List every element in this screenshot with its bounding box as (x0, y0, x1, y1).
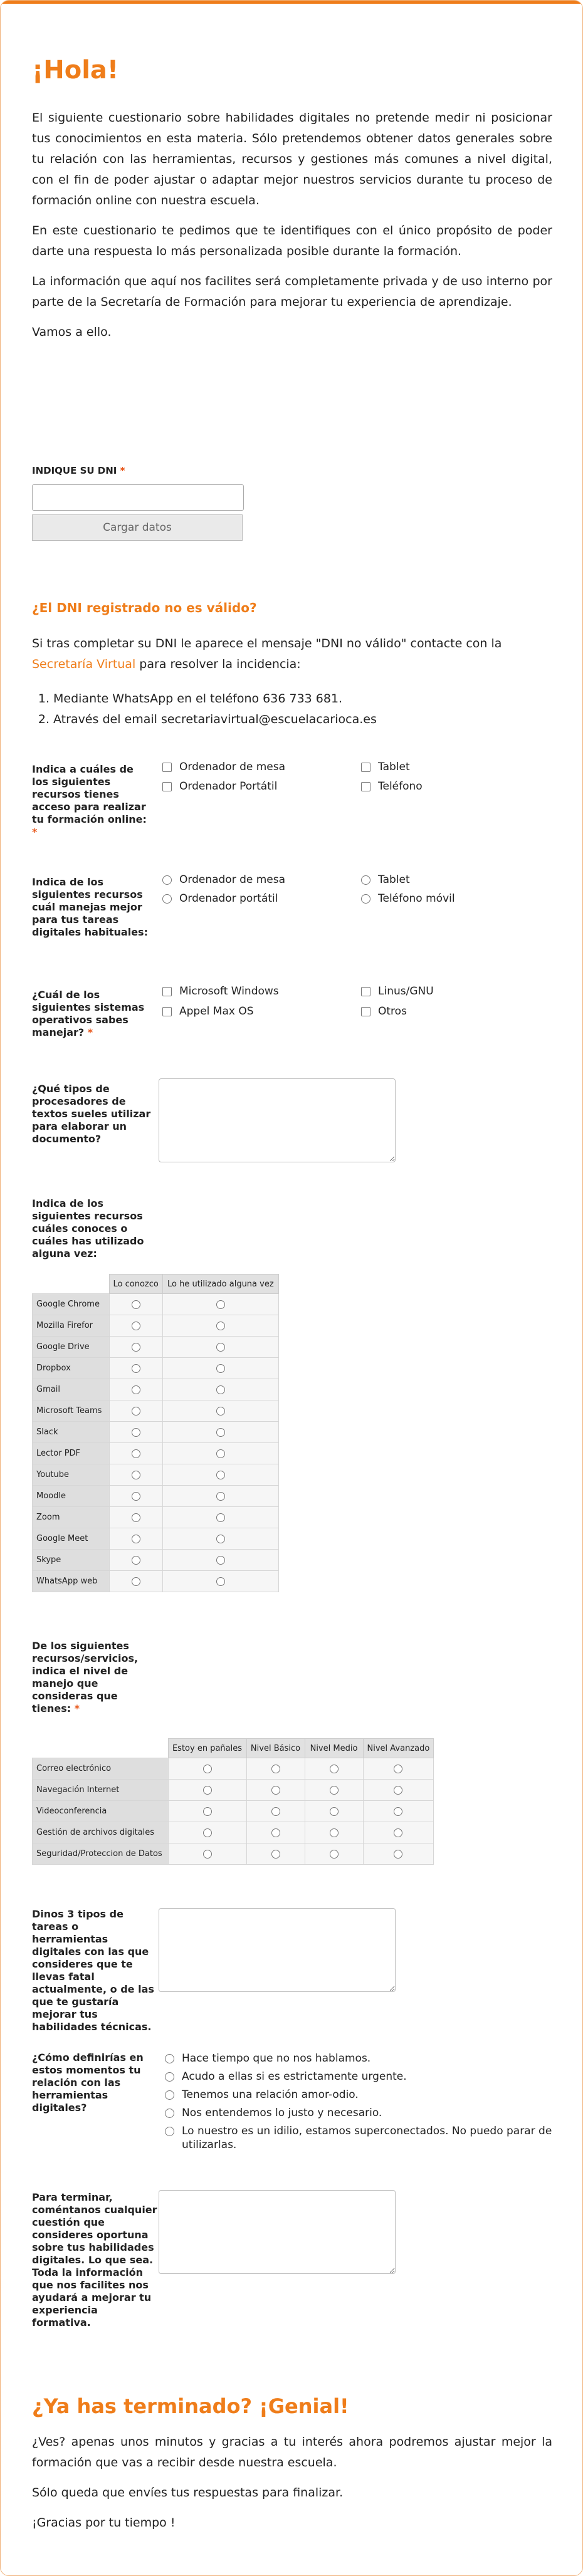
grid-radio[interactable] (394, 1850, 402, 1859)
intro-paragraph-3: La información que aquí nos facilites será completamente privada y de uso interno por parte de la Secretaría de Formación para mejorar tu experiencia de aprendizaje. (32, 274, 552, 309)
grid-cell (168, 1843, 246, 1865)
grid-row-label: Seguridad/Proteccion de Datos (33, 1843, 169, 1865)
grid-cell (246, 1801, 305, 1822)
dni-help-text-before: Si tras completar su DNI le aparece el mensaje "DNI no válido" contacte con la (32, 637, 502, 650)
grid-radio[interactable] (216, 1556, 225, 1565)
q1-option[interactable] (162, 760, 285, 774)
q2-option[interactable] (361, 873, 410, 887)
radio[interactable] (361, 875, 370, 885)
grid-row-label: Gestión de archivos digitales (33, 1822, 169, 1843)
grid-radio[interactable] (216, 1577, 225, 1586)
option-label: Teléfono móvil (378, 892, 455, 905)
q1-label (32, 763, 152, 838)
outro-paragraph-3: ¡Gracias por tu tiempo ! (32, 2516, 176, 2530)
grid-row (33, 1780, 434, 1801)
outro-section (32, 2432, 552, 2533)
grid-cell (162, 1443, 278, 1464)
radio[interactable] (165, 2054, 174, 2063)
option-label: Otros (378, 1005, 407, 1018)
q5-label: Indica de los siguientes recursos cuáles conoces o cuáles has utilizado alguna vez: (32, 1197, 144, 1259)
q3-label (32, 989, 152, 1039)
grid-cell (109, 1422, 162, 1443)
top-accent-bar (1, 1, 582, 4)
load-data-button[interactable]: Cargar datos (32, 514, 243, 541)
q2-option[interactable] (162, 892, 278, 905)
dni-help-text (32, 634, 552, 675)
option-label: Appel Max OS (179, 1005, 254, 1018)
grid-cell (168, 1801, 246, 1822)
q8-option[interactable] (165, 2052, 370, 2065)
grid-radio[interactable] (132, 1577, 140, 1586)
grid-cell (162, 1550, 278, 1571)
grid-cell (162, 1315, 278, 1337)
grid-cell (363, 1801, 434, 1822)
grid-row (33, 1400, 279, 1422)
option-label: Ordenador de mesa (179, 761, 286, 773)
grid-radio[interactable] (216, 1343, 225, 1352)
grid-cell (246, 1780, 305, 1801)
dni-help-title: ¿El DNI registrado no es válido? (32, 600, 257, 615)
grid-row (33, 1379, 279, 1400)
grid-cell (109, 1528, 162, 1550)
grid-row-label: Google Meet (33, 1528, 110, 1550)
q6-label-text: De los siguientes recursos/servicios, indica el nivel de manejo que consideras que tienes: (32, 1640, 139, 1714)
grid-row-label: Google Drive (33, 1337, 110, 1358)
q5-grid (32, 1274, 279, 1592)
option-label: Teléfono (378, 780, 423, 793)
radio[interactable] (162, 875, 172, 885)
grid-cell (109, 1571, 162, 1592)
q9-textarea[interactable] (159, 2190, 396, 2274)
grid-radio[interactable] (132, 1407, 140, 1416)
required-mark: * (32, 826, 38, 838)
grid-column-header: Nivel Medio (305, 1739, 363, 1758)
grid-column-header: Nivel Avanzado (363, 1739, 434, 1758)
q3-label-text: ¿Cuál de los siguientes sistemas operativos sabes manejar? (32, 989, 145, 1038)
grid-cell (162, 1337, 278, 1358)
checkbox[interactable] (162, 763, 172, 772)
grid-radio[interactable] (216, 1428, 225, 1437)
grid-cell (109, 1507, 162, 1528)
grid-radio[interactable] (203, 1807, 212, 1816)
grid-row-label: Gmail (33, 1379, 110, 1400)
grid-cell (363, 1758, 434, 1780)
grid-cell (246, 1843, 305, 1865)
dni-label-text: INDIQUE SU DNI (32, 465, 117, 476)
grid-row (33, 1315, 279, 1337)
radio[interactable] (361, 894, 370, 904)
grid-cell (162, 1464, 278, 1486)
grid-cell (109, 1294, 162, 1315)
required-mark: * (87, 1026, 93, 1038)
grid-radio[interactable] (203, 1765, 212, 1773)
grid-cell (162, 1358, 278, 1379)
grid-radio[interactable] (216, 1364, 225, 1373)
grid-row-label: Correo electrónico (33, 1758, 169, 1780)
q2-label: Indica de los siguientes recursos cuál manejas mejor para tus tareas digitales habituales: (32, 876, 148, 938)
radio[interactable] (165, 2090, 174, 2100)
grid-radio[interactable] (271, 1828, 280, 1837)
list-item: 2. Através del email secretariavirtual@escuelacarioca.es (53, 709, 552, 730)
q8-label: ¿Cómo definirías en estos momentos tu relación con las herramientas digitales? (32, 2052, 144, 2114)
q1-option[interactable] (162, 780, 277, 793)
grid-row-label: Lector PDF (33, 1443, 110, 1464)
grid-row (33, 1801, 434, 1822)
grid-cell (168, 1822, 246, 1843)
grid-cell (162, 1486, 278, 1507)
grid-row (33, 1464, 279, 1486)
radio[interactable] (165, 2072, 174, 2082)
q2-option[interactable] (162, 873, 285, 887)
grid-radio[interactable] (216, 1407, 225, 1416)
grid-column-header: Lo he utilizado alguna vez (162, 1275, 278, 1294)
grid-radio[interactable] (132, 1322, 140, 1330)
grid-cell (162, 1571, 278, 1592)
grid-radio[interactable] (132, 1343, 140, 1352)
q2-option[interactable] (361, 892, 455, 905)
outro-title: ¿Ya has terminado? ¡Genial! (32, 2394, 349, 2418)
grid-radio[interactable] (271, 1807, 280, 1816)
grid-radio[interactable] (216, 1449, 225, 1458)
intro-title: ¡Hola! (32, 56, 119, 85)
q3-option[interactable] (162, 984, 279, 998)
list-item: 1. Mediante WhatsApp en el teléfono 636 733 681. (53, 689, 552, 709)
grid-cell (363, 1843, 434, 1865)
checkbox[interactable] (361, 987, 370, 996)
q3-option[interactable] (361, 1004, 407, 1018)
grid-row (33, 1337, 279, 1358)
q1-label-text: Indica a cuáles de los siguientes recursos tienes acceso para realizar tu formación online: (32, 763, 147, 825)
intro-paragraph-1: El siguiente cuestionario sobre habilidades digitales no pretende medir ni posicionar tus conocimientos en esta materia. Sólo pretendemos obtener datos generales sobre tu relación con las herramientas, recursos y gestiones más comunes a nivel digital, con el fin de poder ajustar o adaptar mejor nuestros servicios durante tu proceso de formación online con nuestra escuela. (32, 111, 552, 207)
grid-cell (109, 1400, 162, 1422)
grid-row (33, 1822, 434, 1843)
grid-radio[interactable] (132, 1535, 140, 1543)
grid-cell (363, 1822, 434, 1843)
option-label: Microsoft Windows (179, 985, 279, 998)
grid-cell (168, 1758, 246, 1780)
option-label: Ordenador portátil (179, 892, 278, 905)
grid-cell (305, 1801, 363, 1822)
grid-radio[interactable] (330, 1786, 339, 1795)
grid-cell (246, 1758, 305, 1780)
grid-cell (168, 1780, 246, 1801)
grid-radio[interactable] (203, 1850, 212, 1859)
option-label: Ordenador de mesa (179, 873, 286, 886)
grid-row (33, 1443, 279, 1464)
q4-label: ¿Qué tipos de procesadores de textos sueles utilizar para elaborar un documento? (32, 1083, 151, 1145)
grid-radio[interactable] (271, 1786, 280, 1795)
grid-radio[interactable] (271, 1765, 280, 1773)
checkbox[interactable] (361, 763, 370, 772)
q8-option[interactable] (165, 2088, 359, 2102)
grid-radio[interactable] (216, 1385, 225, 1394)
grid-radio[interactable] (216, 1322, 225, 1330)
option-label: Tablet (378, 873, 410, 886)
intro-section (32, 108, 552, 343)
grid-cell (363, 1780, 434, 1801)
grid-cell (109, 1464, 162, 1486)
dni-help-list (32, 689, 552, 730)
grid-cell (109, 1550, 162, 1571)
grid-row-label: Videoconferencia (33, 1801, 169, 1822)
grid-row (33, 1507, 279, 1528)
grid-cell (109, 1486, 162, 1507)
grid-radio[interactable] (330, 1765, 339, 1773)
option-label: Hace tiempo que no nos hablamos. (182, 2052, 371, 2065)
option-label: Tablet (378, 761, 410, 773)
q7-textarea[interactable] (159, 1908, 396, 1992)
radio[interactable] (162, 894, 172, 904)
grid-radio[interactable] (132, 1449, 140, 1458)
grid-radio[interactable] (203, 1828, 212, 1837)
grid-radio[interactable] (330, 1828, 339, 1837)
q8-option[interactable] (165, 2070, 407, 2083)
grid-row (33, 1294, 279, 1315)
outro-paragraph-2: Sólo queda que envíes tus respuestas para finalizar. (32, 2486, 344, 2500)
q3-option[interactable] (361, 984, 434, 998)
grid-cell (162, 1400, 278, 1422)
grid-cell (305, 1780, 363, 1801)
checkbox[interactable] (162, 987, 172, 996)
grid-row-label: Microsoft Teams (33, 1400, 110, 1422)
grid-cell (305, 1822, 363, 1843)
grid-cell (109, 1315, 162, 1337)
option-label: Tenemos una relación amor-odio. (182, 2088, 359, 2101)
grid-row-label: Skype (33, 1550, 110, 1571)
grid-row-label: Youtube (33, 1464, 110, 1486)
q1-option[interactable] (361, 760, 410, 774)
option-label: Linus/GNU (378, 985, 434, 998)
grid-row-label: WhatsApp web (33, 1571, 110, 1592)
grid-radio[interactable] (394, 1828, 402, 1837)
grid-row (33, 1422, 279, 1443)
q9-label: Para terminar, coméntanos cualquier cuestión que consideres oportuna sobre tus habilidades digitales. Lo que sea. Toda la información que nos facilites nos ayudará a mejorar tu experiencia formativa. (32, 2191, 157, 2328)
grid-cell (162, 1528, 278, 1550)
q6-grid (32, 1738, 434, 1865)
intro-paragraph-2: En este cuestionario te pedimos que te identifiques con el único propósito de poder darte una respuesta lo más personalizada posible durante la formación. (32, 224, 552, 258)
grid-radio[interactable] (216, 1300, 225, 1309)
q1-option[interactable] (361, 780, 423, 793)
grid-radio[interactable] (271, 1850, 280, 1859)
grid-row (33, 1758, 434, 1780)
grid-cell (162, 1507, 278, 1528)
outro-paragraph-1: ¿Ves? apenas unos minutos y gracias a tu interés ahora podremos ajustar mejor la formación que vas a recibir desde nuestra escuela. (32, 2435, 552, 2469)
grid-radio[interactable] (216, 1471, 225, 1479)
q3-option[interactable] (162, 1004, 254, 1018)
grid-radio[interactable] (394, 1807, 402, 1816)
grid-column-header: Lo conozco (109, 1275, 162, 1294)
q4-textarea[interactable] (159, 1078, 396, 1162)
grid-cell (109, 1358, 162, 1379)
grid-radio[interactable] (132, 1385, 140, 1394)
required-mark: * (120, 465, 125, 476)
grid-row-label: Zoom (33, 1507, 110, 1528)
option-label: Nos entendemos lo justo y necesario. (182, 2107, 382, 2119)
grid-radio[interactable] (132, 1428, 140, 1437)
intro-paragraph-4: Vamos a ello. (32, 325, 112, 339)
grid-cell (109, 1337, 162, 1358)
grid-row-label: Dropbox (33, 1358, 110, 1379)
option-label: Ordenador Portátil (179, 780, 278, 793)
grid-row-label: Google Chrome (33, 1294, 110, 1315)
grid-cell (162, 1294, 278, 1315)
grid-row-label: Navegación Internet (33, 1780, 169, 1801)
grid-radio[interactable] (132, 1513, 140, 1522)
q7-label: Dinos 3 tipos de tareas o herramientas digitales con las que consideres que te llevas fatal actualmente, o de las que te gustaría mejorar tus habilidades técnicas. (32, 1908, 154, 2033)
grid-radio[interactable] (330, 1850, 339, 1859)
grid-row (33, 1843, 434, 1865)
secretaria-virtual-link[interactable]: Secretaría Virtual (32, 657, 136, 671)
checkbox[interactable] (361, 782, 370, 791)
grid-radio[interactable] (216, 1513, 225, 1522)
grid-radio[interactable] (132, 1556, 140, 1565)
q8-option[interactable] (165, 2124, 554, 2152)
grid-row-label: Slack (33, 1422, 110, 1443)
grid-cell (109, 1379, 162, 1400)
radio[interactable] (165, 2127, 174, 2136)
grid-cell (305, 1758, 363, 1780)
q6-label (32, 1640, 157, 1715)
grid-corner (33, 1739, 169, 1758)
grid-radio[interactable] (330, 1807, 339, 1816)
option-label: Lo nuestro es un idilio, estamos superconectados. No puedo parar de utilizarlas. (182, 2125, 552, 2151)
grid-column-header: Nivel Básico (246, 1739, 305, 1758)
checkbox[interactable] (361, 1007, 370, 1016)
checkbox[interactable] (162, 782, 172, 791)
grid-cell (305, 1843, 363, 1865)
grid-cell (109, 1443, 162, 1464)
grid-row (33, 1550, 279, 1571)
grid-radio[interactable] (132, 1300, 140, 1309)
grid-row (33, 1571, 279, 1592)
grid-corner (33, 1275, 110, 1294)
grid-row (33, 1528, 279, 1550)
grid-radio[interactable] (394, 1786, 402, 1795)
required-mark: * (74, 1703, 80, 1714)
dni-label (32, 464, 125, 477)
grid-radio[interactable] (132, 1364, 140, 1373)
grid-radio[interactable] (132, 1492, 140, 1501)
grid-row (33, 1358, 279, 1379)
grid-column-header: Estoy en pañales (168, 1739, 246, 1758)
option-label: Acudo a ellas si es estrictamente urgente. (182, 2070, 407, 2083)
grid-row (33, 1486, 279, 1507)
radio[interactable] (165, 2109, 174, 2118)
grid-radio[interactable] (394, 1765, 402, 1773)
dni-help-text-after: para resolver la incidencia: (135, 657, 301, 671)
grid-cell (162, 1422, 278, 1443)
grid-cell (246, 1822, 305, 1843)
grid-radio[interactable] (132, 1471, 140, 1479)
grid-row-label: Mozilla Firefor (33, 1315, 110, 1337)
grid-row-label: Moodle (33, 1486, 110, 1507)
q8-option[interactable] (165, 2106, 382, 2120)
dni-input[interactable] (32, 484, 244, 511)
grid-radio[interactable] (216, 1492, 225, 1501)
checkbox[interactable] (162, 1007, 172, 1016)
grid-radio[interactable] (203, 1786, 212, 1795)
grid-radio[interactable] (216, 1535, 225, 1543)
grid-cell (162, 1379, 278, 1400)
